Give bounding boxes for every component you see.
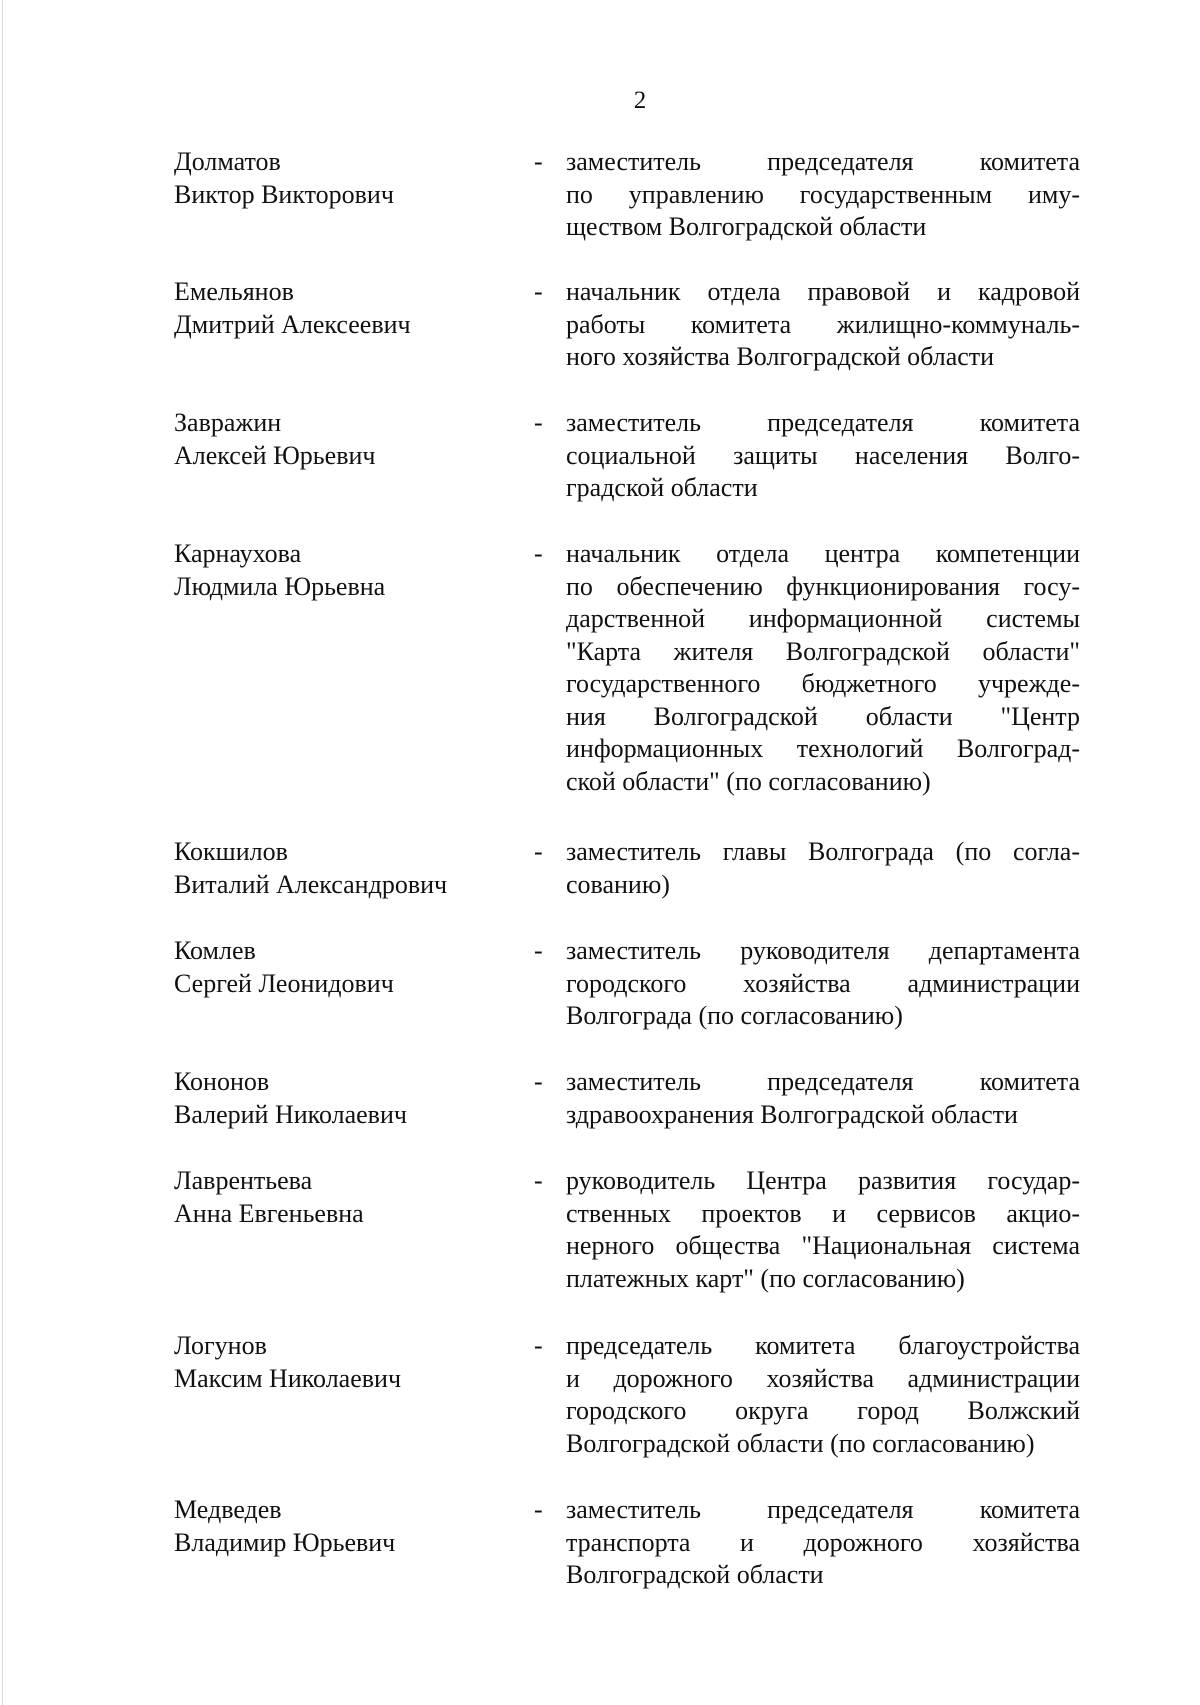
page-number: 2: [633, 87, 647, 114]
member-name: [174, 146, 534, 211]
position-line: работы комитета жилищно-коммуналь-: [566, 309, 1080, 339]
position-line: сованию): [566, 869, 670, 899]
position-line: ской области" (по согласованию): [566, 766, 931, 796]
position-line: заместитель руководителя департамента: [566, 936, 1080, 965]
member-name: [174, 1494, 534, 1559]
member-given-names: Алексей Юрьевич: [174, 440, 376, 470]
position-line: нерного общества "Национальная система: [566, 1231, 1080, 1260]
position-line: заместитель председателя комитета: [566, 147, 1080, 176]
member-given-names: Дмитрий Алексеевич: [174, 309, 411, 339]
member-given-names: Анна Евгеньевна: [174, 1198, 364, 1228]
member-position: [566, 538, 1080, 798]
position-line: по управлению государственным иму-: [566, 179, 1080, 209]
member-name: [174, 538, 534, 603]
position-line: заместитель главы Волгограда (по согла-: [566, 837, 1080, 866]
separator-dash: -: [534, 1331, 543, 1360]
separator-dash: -: [534, 837, 543, 866]
position-line: транспорта и дорожного хозяйства: [566, 1527, 1080, 1557]
member-name: [174, 836, 534, 901]
position-line: ного хозяйства Волгоградской области: [566, 342, 995, 371]
position-line: социальной защиты населения Волго-: [566, 440, 1080, 470]
member-position: [566, 146, 1080, 244]
position-line: заместитель председателя комитета: [566, 408, 1080, 437]
member-position: [566, 407, 1080, 505]
position-line: ственных проектов и сервисов акцио-: [566, 1198, 1080, 1228]
member-surname: Комлев: [174, 936, 256, 965]
position-line: Волгограда (по согласованию): [566, 1001, 903, 1030]
position-line: по обеспечению функционирования госу-: [566, 571, 1080, 601]
position-line: дарственной информационной системы: [566, 604, 1080, 633]
member-surname: Кононов: [174, 1067, 270, 1096]
position-line: руководитель Центра развития государ-: [566, 1166, 1080, 1195]
member-name: [174, 407, 534, 472]
separator-dash: -: [534, 1166, 543, 1195]
member-position: [566, 1330, 1080, 1460]
scan-edge-line: [2, 0, 3, 1705]
member-given-names: Сергей Леонидович: [174, 968, 394, 998]
member-position: [566, 1494, 1080, 1592]
position-line: и дорожного хозяйства администрации: [566, 1363, 1080, 1393]
member-given-names: Максим Николаевич: [174, 1363, 402, 1393]
separator-dash: -: [534, 1495, 543, 1524]
position-line: заместитель председателя комитета: [566, 1067, 1080, 1096]
member-position: [566, 1165, 1080, 1295]
member-given-names: Виктор Викторович: [174, 179, 394, 209]
member-given-names: Владимир Юрьевич: [174, 1527, 396, 1557]
position-line: здравоохранения Волгоградской области: [566, 1099, 1018, 1129]
member-name: [174, 1066, 534, 1131]
member-given-names: Людмила Юрьевна: [174, 571, 386, 601]
member-position: [566, 935, 1080, 1033]
position-line: заместитель председателя комитета: [566, 1495, 1080, 1524]
member-given-names: Виталий Александрович: [174, 869, 448, 899]
position-line: городского округа город Волжский: [566, 1396, 1080, 1425]
member-name: [174, 276, 534, 341]
position-line: платежных карт" (по согласованию): [566, 1263, 965, 1293]
member-name: [174, 1165, 534, 1230]
position-line: председатель комитета благоустройства: [566, 1331, 1080, 1360]
position-line: ния Волгоградской области "Центр: [566, 701, 1080, 731]
member-surname: Карнаухова: [174, 539, 302, 568]
member-position: [566, 276, 1080, 374]
position-line: "Карта жителя Волгоградской области": [566, 636, 1080, 666]
member-surname: Долматов: [174, 147, 281, 176]
member-name: [174, 1330, 534, 1395]
separator-dash: -: [534, 408, 543, 437]
separator-dash: -: [534, 277, 543, 306]
member-surname: Емельянов: [174, 277, 294, 306]
position-line: начальник отдела правовой и кадровой: [566, 277, 1080, 306]
separator-dash: -: [534, 936, 543, 965]
member-position: [566, 1066, 1080, 1131]
position-line: начальник отдела центра компетенции: [566, 539, 1080, 568]
position-line: ществом Волгоградской области: [566, 212, 927, 241]
position-line: Волгоградской области (по согласованию): [566, 1428, 1035, 1458]
separator-dash: -: [534, 1067, 543, 1096]
member-surname: Логунов: [174, 1331, 267, 1360]
member-surname: Кокшилов: [174, 837, 288, 866]
member-surname: Лаврентьева: [174, 1166, 313, 1195]
position-line: информационных технологий Волгоград-: [566, 734, 1080, 763]
position-line: градской области: [566, 473, 758, 502]
member-position: [566, 836, 1080, 901]
position-line: государственного бюджетного учрежде-: [566, 669, 1080, 698]
separator-dash: -: [534, 539, 543, 568]
position-line: Волгоградской области: [566, 1560, 824, 1589]
member-given-names: Валерий Николаевич: [174, 1099, 407, 1129]
position-line: городского хозяйства администрации: [566, 968, 1080, 998]
member-surname: Завражин: [174, 408, 282, 437]
member-name: [174, 935, 534, 1000]
separator-dash: -: [534, 147, 543, 176]
member-surname: Медведев: [174, 1495, 282, 1524]
